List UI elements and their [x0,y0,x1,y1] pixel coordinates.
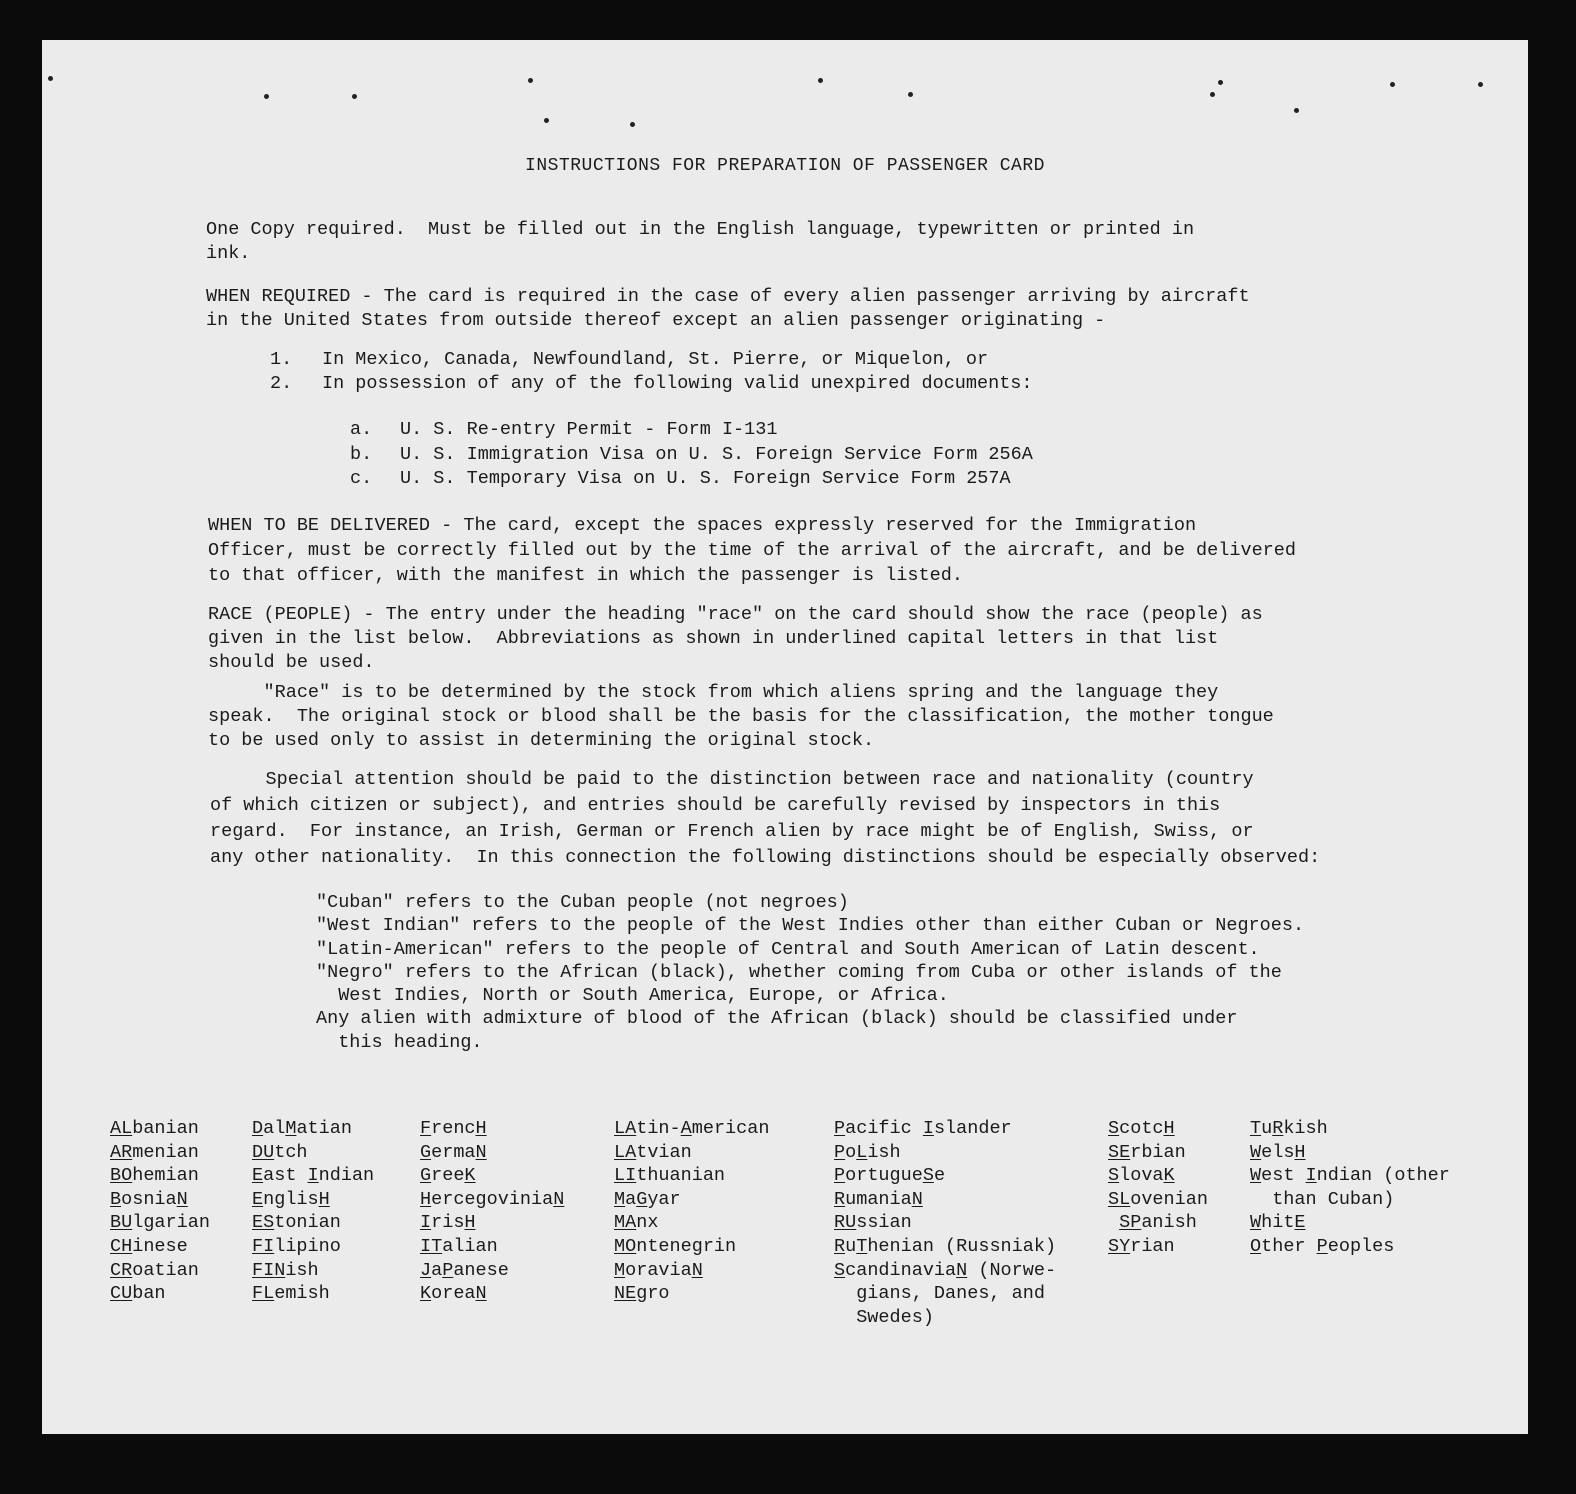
race-entry [1250,1141,1450,1165]
list-item-text: U. S. Immigration Visa on U. S. Foreign Service Form 256A [400,443,1033,465]
race-abbreviation: H [475,1118,487,1139]
race-abbreviation: E [1294,1212,1306,1234]
list-item [350,443,1033,468]
race-entry [420,1164,564,1188]
race-abbreviation: D [252,1118,264,1139]
race-abbreviation: SP [1119,1212,1142,1234]
race-column [1108,1117,1208,1259]
race-abbreviation: LI [614,1165,637,1187]
race-entry [834,1235,1056,1259]
race-abbreviation: CU [110,1283,133,1305]
race-abbreviation: M [614,1259,626,1281]
race-text [1108,1212,1119,1233]
race-entry [1108,1164,1208,1188]
race-text: ovenian [1130,1188,1208,1210]
scan-speck [264,94,269,99]
race-text: oravia [625,1259,692,1281]
race-text: ther [1261,1235,1317,1257]
race-text: lipino [274,1235,341,1257]
race-text: tch [274,1141,308,1163]
list-item-text: U. S. Temporary Visa on U. S. Foreign Service Form 257A [400,468,1011,489]
race-abbreviation: AR [110,1141,133,1163]
race-entry [614,1188,769,1212]
race-text: osnia [121,1188,177,1210]
race-entry [1250,1235,1450,1259]
text-line: "Cuban" refers to the Cuban people (not negroes) [316,892,849,913]
race-text: nx [636,1212,659,1234]
special-attention-paragraph [210,767,1320,871]
race-abbreviation: G [420,1165,432,1187]
race-abbreviation: N [176,1188,188,1210]
race-text: banian [132,1118,199,1139]
race-text: ndian [318,1165,375,1187]
race-text: a [431,1259,443,1281]
race-text: ast [263,1165,308,1187]
race-abbreviation: M [614,1188,626,1210]
list-marker: a. [350,419,373,440]
race-entry [614,1259,769,1283]
text-line: "Negro" refers to the African (black), whether coming from Cuba or other islands of the [316,961,1282,983]
race-abbreviation: K [420,1283,432,1305]
race-entry [614,1141,769,1165]
text-line: ink. [206,243,251,264]
race-abbreviation: T [1250,1118,1262,1139]
race-text: lgarian [132,1212,210,1234]
race-abbreviation: I [1305,1165,1317,1187]
race-abbreviation: FL [252,1283,275,1305]
text-line: given in the list below. Abbreviations as shown in underlined capital letters in that list [208,628,1219,649]
when-required-paragraph [206,285,1250,333]
race-abbreviation: I [307,1165,319,1187]
race-entry [1250,1211,1450,1235]
race-entry [110,1259,210,1283]
race-text: hemian [132,1165,199,1187]
scan-speck [48,76,53,81]
race-abbreviation: CH [110,1235,133,1257]
race-abbreviation: IT [420,1235,443,1257]
race-text: inese [132,1235,188,1257]
race-entry [614,1235,769,1259]
race-text: anese [453,1259,509,1281]
race-abbreviation: NE [614,1283,637,1305]
race-text: est [1261,1165,1306,1187]
race-entry [420,1282,564,1306]
text-line: should be used. [208,652,375,673]
race-entry [252,1282,374,1306]
race-entry [252,1141,374,1165]
race-abbreviation: CR [110,1259,133,1281]
race-abbreviation: DU [252,1141,275,1163]
race-text: ssian [856,1212,912,1234]
race-entry [1108,1188,1208,1212]
race-text: o [845,1141,857,1163]
race-text: kish [1283,1118,1328,1139]
race-text: e [933,1165,946,1187]
text-line: WHEN TO BE DELIVERED - The card, except the spaces expressly reserved for the Immigration [208,515,1197,536]
race-entry [834,1117,1056,1141]
race-column [110,1117,210,1306]
race-column [614,1117,769,1306]
race-abbreviation: S [1108,1165,1120,1187]
scan-speck [352,94,357,99]
race-entry [1250,1117,1450,1141]
race-entry [834,1259,1056,1283]
race-entry [1108,1141,1208,1165]
race-text: ree [431,1165,465,1187]
race-text: henian (Russniak) [867,1235,1057,1257]
when-delivered-paragraph [208,513,1296,588]
scan-speck [908,92,913,97]
race-abbreviation: R [834,1235,846,1257]
race-abbreviation: N [911,1188,923,1210]
race-text: slander [933,1118,1012,1139]
text-line: to be used only to assist in determining the original stock. [208,730,875,751]
race-entry [110,1117,210,1141]
race-text: ercegovinia [431,1188,554,1210]
race-abbreviation: O [1250,1235,1262,1257]
race-entry [252,1188,374,1212]
text-line: RACE (PEOPLE) - The entry under the heading "race" on the card should show the race (people) as [208,604,1263,625]
race-text: anish [1141,1212,1197,1234]
list-marker: 2. [270,373,293,394]
race-text: u [1261,1118,1273,1139]
race-column [834,1117,1056,1329]
race-column [1250,1117,1450,1259]
race-abbreviation: R [1272,1118,1284,1139]
race-people-paragraph [208,603,1263,675]
race-entry [834,1164,1056,1188]
document-page [42,40,1528,1434]
race-abbreviation: MO [614,1235,637,1257]
race-abbreviation: W [1250,1212,1262,1234]
race-entry [1250,1188,1450,1212]
race-abbreviation: R [834,1188,846,1210]
race-text: gro [636,1283,670,1305]
distinctions-list [316,891,1304,1054]
race-text: nglis [263,1188,319,1210]
race-entry [110,1141,210,1165]
race-text: erma [431,1141,476,1163]
race-abbreviation: B [110,1188,122,1210]
race-entry [1108,1117,1208,1141]
race-text: ish [285,1259,319,1281]
list-item [350,418,1033,443]
race-entry [1250,1164,1450,1188]
document-list [350,418,1033,492]
race-abbreviation: P [1316,1235,1328,1257]
race-text: ortugue [845,1165,923,1187]
race-text: than Cuban) [1250,1188,1395,1210]
race-abbreviation: S [1108,1118,1120,1139]
race-text: cotc [1119,1118,1164,1139]
text-line: Any alien with admixture of blood of the African (black) should be classified under [316,1008,1238,1030]
race-abbreviation: F [420,1118,432,1139]
race-entry [110,1164,210,1188]
race-column [420,1117,564,1306]
list-marker: b. [350,443,373,465]
text-line: "Latin-American" refers to the people of Central and South American of Latin descent. [316,938,1260,960]
race-text: rbian [1130,1141,1186,1163]
text-line: West Indies, North or South America, Europe, or Africa. [316,985,949,1007]
race-entry [110,1188,210,1212]
race-text: lova [1119,1165,1164,1187]
list-item-text: In Mexico, Canada, Newfoundland, St. Pierre, or Miquelon, or [322,349,989,370]
race-abbreviation: N [475,1283,487,1305]
race-text: tin- [636,1118,681,1139]
race-entry [614,1211,769,1235]
race-abbreviation: H [1294,1141,1306,1163]
race-text: eoples [1327,1235,1395,1257]
race-abbreviation: SY [1108,1235,1131,1257]
race-entry [1108,1211,1208,1235]
race-text: hit [1261,1212,1295,1234]
list-marker: 1. [270,349,293,370]
race-abbreviation: N [553,1188,565,1210]
race-abbreviation: L [856,1141,868,1163]
race-abbreviation: N [475,1141,487,1163]
race-text: (Norwe- [967,1259,1057,1281]
list-marker: c. [350,468,373,489]
scan-speck [1478,82,1483,87]
race-text: ris [431,1212,465,1234]
race-text: ish [867,1141,901,1163]
race-abbreviation: MA [614,1212,637,1234]
list-item [350,467,1033,492]
race-entry [614,1117,769,1141]
race-text: rian [1130,1235,1175,1257]
list-item-text: U. S. Re-entry Permit - Form I-131 [400,419,778,440]
race-text: atian [296,1118,352,1139]
race-entry [614,1282,769,1306]
race-entry [1108,1235,1208,1259]
race-entry [252,1259,374,1283]
origin-list [270,348,1033,396]
race-text: Swedes) [834,1306,934,1328]
text-line: this heading. [316,1031,483,1053]
text-line: any other nationality. In this connection the following distinctions should be especially observed: [210,847,1321,868]
race-text: ntenegrin [636,1235,737,1257]
race-entry [252,1117,374,1141]
race-text: orea [431,1283,476,1305]
page-title: INSTRUCTIONS FOR PREPARATION OF PASSENGER CARD [525,156,1045,176]
text-line: WHEN REQUIRED - The card is required in the case of every alien passenger arriving by aircraft [206,286,1250,307]
race-abbreviation: W [1250,1141,1262,1163]
race-entry [420,1259,564,1283]
race-text: merican [691,1118,770,1139]
race-text: gians, Danes, and [834,1283,1045,1305]
race-abbreviation: P [834,1141,846,1163]
race-abbreviation: P [834,1165,846,1187]
race-abbreviation: S [922,1165,934,1187]
race-abbreviation: RU [834,1212,857,1234]
race-entry [110,1211,210,1235]
race-entry [420,1117,564,1141]
race-text: renc [431,1118,476,1139]
race-entry [834,1211,1056,1235]
race-abbreviation: P [442,1259,454,1281]
race-abbreviation: AL [110,1118,133,1139]
race-text: acific [845,1118,923,1139]
scan-speck [1218,80,1223,85]
scan-speck [1294,108,1299,113]
text-line: regard. For instance, an Irish, German or French alien by race might be of English, Swiss, or [210,821,1254,842]
race-entry [420,1235,564,1259]
scan-speck [528,78,533,83]
race-text: umania [845,1188,912,1210]
race-entry [252,1211,374,1235]
text-line: to that officer, with the manifest in which the passenger is listed. [208,565,963,586]
race-text: al [263,1118,286,1139]
race-abbreviation: T [856,1235,868,1257]
text-line: One Copy required. Must be filled out in the English language, typewritten or printed in [206,219,1195,240]
race-abbreviation: LA [614,1118,637,1139]
race-entry [110,1235,210,1259]
race-text: alian [442,1235,498,1257]
race-abbreviation: BU [110,1212,133,1234]
race-abbreviation: H [318,1188,330,1210]
race-determined-paragraph [208,681,1274,753]
race-abbreviation: K [464,1165,476,1187]
race-abbreviation: S [834,1259,846,1281]
race-text: emish [274,1283,330,1305]
scan-speck [630,122,635,127]
text-line: "Race" is to be determined by the stock from which aliens spring and the language they [208,682,1219,703]
list-item-text: In possession of any of the following valid unexpired documents: [322,373,1033,394]
race-abbreviation: N [956,1259,968,1281]
race-abbreviation: N [691,1259,703,1281]
race-abbreviation: J [420,1259,432,1281]
race-abbreviation: F [252,1259,264,1281]
race-abbreviation: I [922,1118,934,1139]
list-item [270,372,1033,396]
text-line: "West Indian" refers to the people of the West Indies other than either Cuban or Negroes. [316,915,1305,937]
race-text: a [625,1188,637,1210]
race-entry [834,1306,1056,1330]
race-abbreviation: N [274,1259,286,1281]
race-text: ndian (other [1316,1165,1450,1187]
race-entry [834,1282,1056,1306]
race-entry [110,1282,210,1306]
race-abbreviation: K [1163,1165,1175,1187]
race-entry [252,1235,374,1259]
race-entry [834,1141,1056,1165]
race-abbreviation: I [263,1259,275,1281]
race-abbreviation: H [1163,1118,1175,1139]
race-entry [614,1164,769,1188]
text-line: Officer, must be correctly filled out by the time of the arrival of the aircraft, and be delivered [208,540,1296,561]
text-line: Special attention should be paid to the distinction between race and nationality (country [210,769,1254,790]
race-abbreviation: A [680,1118,692,1139]
scan-speck [544,118,549,123]
race-abbreviation: W [1250,1165,1262,1187]
race-text: thuanian [636,1165,726,1187]
race-text: oatian [132,1259,199,1281]
race-text: ban [132,1283,166,1305]
race-abbreviation: M [285,1118,297,1139]
race-abbreviation: ES [252,1212,275,1234]
race-abbreviation: SL [1108,1188,1131,1210]
race-abbreviation: FI [252,1235,275,1257]
intro-paragraph [206,218,1194,266]
race-abbreviation: I [420,1212,432,1234]
race-text: menian [132,1141,199,1163]
race-abbreviation: G [420,1141,432,1163]
race-entry [420,1188,564,1212]
race-abbreviation: H [464,1212,476,1234]
list-item [270,348,1033,372]
race-abbreviation: LA [614,1141,637,1163]
race-text: els [1261,1141,1295,1163]
race-text: tonian [274,1212,341,1234]
race-text: candinavia [845,1259,957,1281]
scan-speck [1390,82,1395,87]
race-abbreviation: P [834,1118,846,1139]
race-abbreviation: BO [110,1165,133,1187]
text-line: of which citizen or subject), and entries should be carefully revised by inspectors in this [210,795,1221,816]
race-text: tvian [636,1141,692,1163]
race-column [252,1117,374,1306]
scan-speck [818,78,823,83]
race-abbreviation: E [252,1188,264,1210]
race-text: u [845,1235,857,1257]
text-line: in the United States from outside thereof except an alien passenger originating - [206,310,1106,331]
race-entry [252,1164,374,1188]
race-entry [420,1211,564,1235]
scan-speck [1210,92,1215,97]
race-abbreviation: G [636,1188,648,1210]
race-abbreviation: H [420,1188,432,1210]
text-line: speak. The original stock or blood shall be the basis for the classification, the mother tongue [208,706,1274,727]
race-entry [834,1188,1056,1212]
race-abbreviation: SE [1108,1141,1131,1163]
race-entry [420,1141,564,1165]
race-text: yar [647,1188,681,1210]
race-abbreviation: E [252,1165,264,1187]
